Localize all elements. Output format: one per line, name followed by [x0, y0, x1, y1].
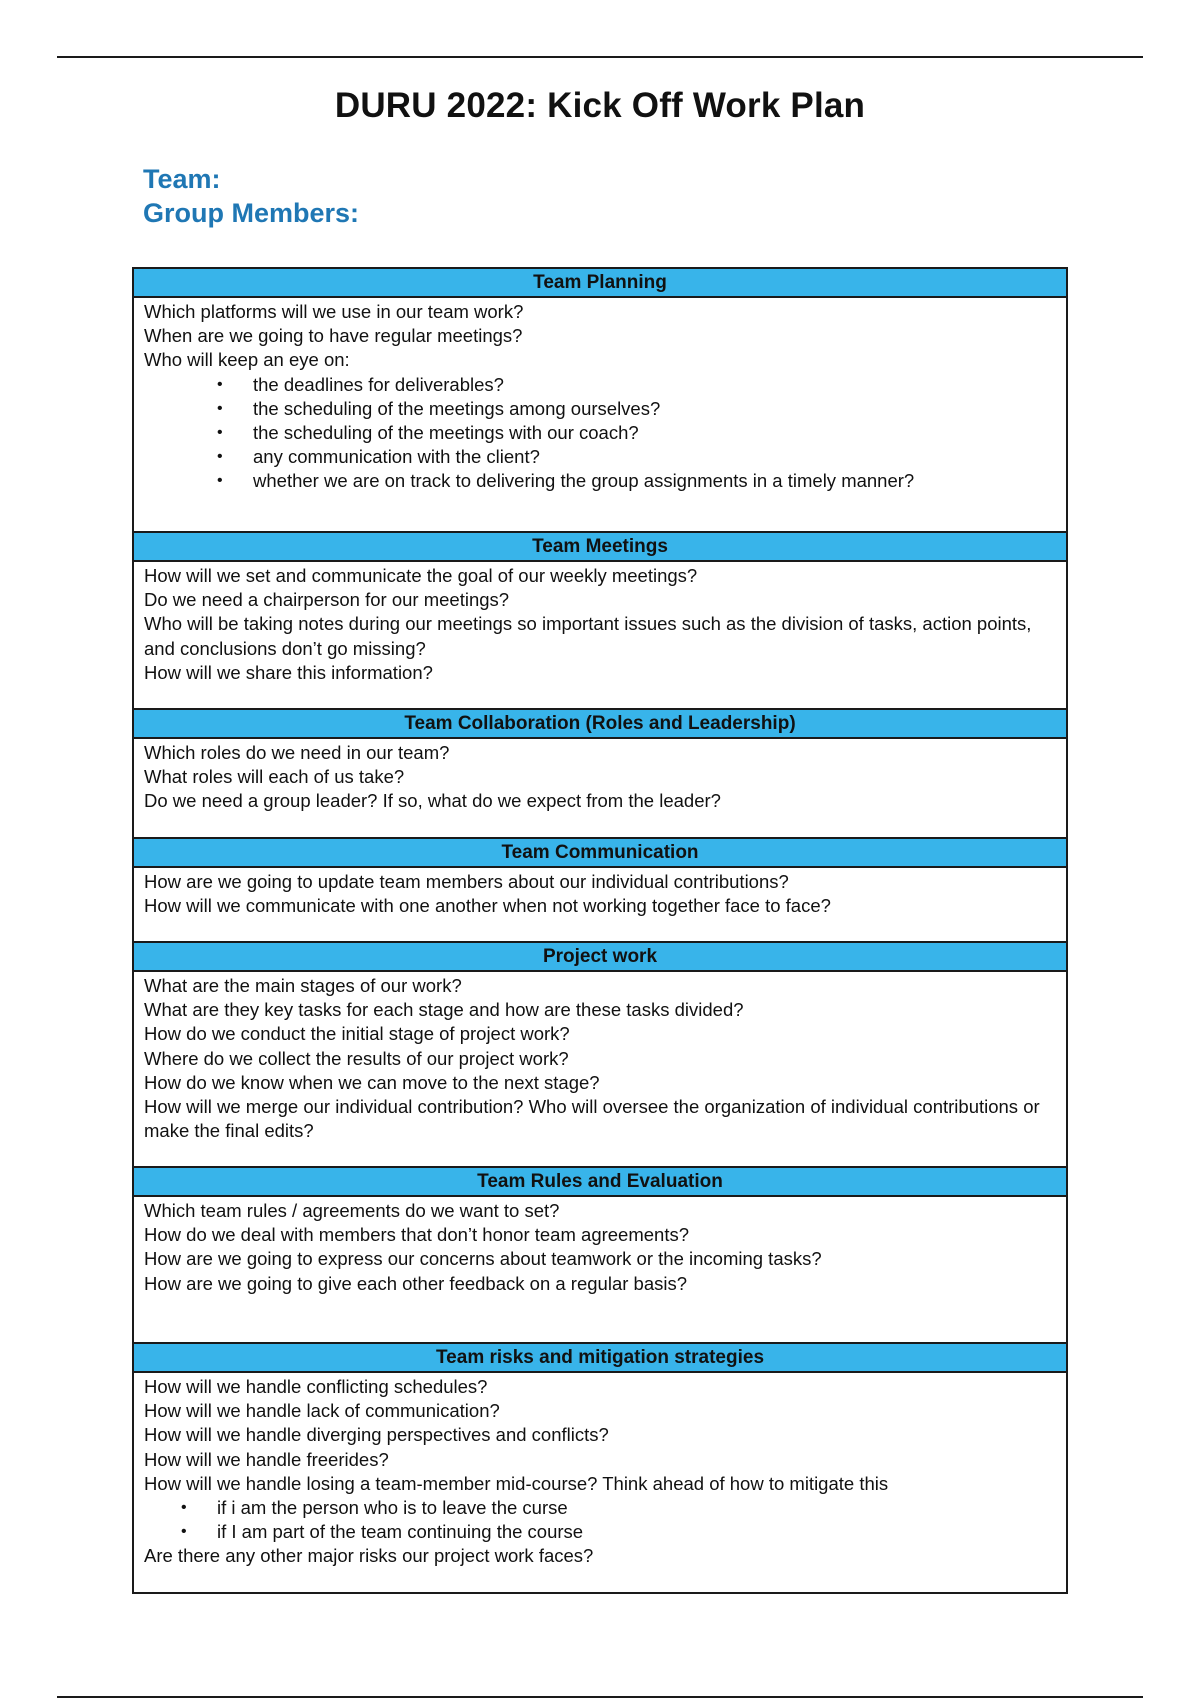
- question: How will we handle lack of communication?: [144, 1400, 500, 1422]
- section-header: Team Planning: [134, 269, 1066, 298]
- question: How do we know when we can move to the next stage?: [144, 1071, 600, 1093]
- section-header: Team Collaboration (Roles and Leadership): [134, 708, 1066, 739]
- team-info: [143, 162, 359, 230]
- section-header: Project work: [134, 941, 1066, 972]
- section-team-rules: [134, 1166, 1066, 1342]
- section-team-planning: [134, 269, 1066, 531]
- section-body: [134, 1373, 1066, 1592]
- section-project-work: [134, 941, 1066, 1166]
- bottom-rule: [57, 1696, 1143, 1698]
- question: When are we going to have regular meetings?: [144, 325, 523, 347]
- bullet-item: • any communication with the client?: [144, 445, 1056, 469]
- question: How are we going to give each other feedback on a regular basis?: [144, 1272, 688, 1294]
- page-title: DURU 2022: Kick Off Work Plan: [334, 86, 866, 125]
- question: Do we need a group leader? If so, what do we expect from the leader?: [144, 790, 721, 812]
- bullet-list: [144, 1496, 1056, 1544]
- question: Which platforms will we use in our team work?: [144, 301, 524, 322]
- bullet-item: • if I am part of the team continuing the course: [144, 1520, 1056, 1544]
- section-team-communication: [134, 837, 1066, 941]
- question: Do we need a chairperson for our meetings?: [144, 589, 510, 611]
- question: What roles will each of us take?: [144, 766, 405, 788]
- section-body: [134, 972, 1066, 1166]
- bullet-list: [144, 373, 1056, 494]
- question: Where do we collect the results of our project work?: [144, 1047, 569, 1069]
- section-header: Team Rules and Evaluation: [134, 1166, 1066, 1197]
- bullet-item: • if i am the person who is to leave the curse: [144, 1496, 1056, 1520]
- group-members-label: Group Members:: [143, 198, 360, 228]
- section-body: [134, 868, 1066, 941]
- bullet-item: • the deadlines for deliverables?: [144, 373, 1056, 397]
- question: How will we handle diverging perspectives and conflicts?: [144, 1424, 609, 1446]
- section-body: [134, 298, 1066, 531]
- question: Are there any other major risks our project work faces?: [144, 1545, 594, 1567]
- question: Who will be taking notes during our meetings so important issues such as the division of tasks, action points, and conclusions don’t go missing?: [144, 613, 1032, 659]
- section-team-meetings: [134, 531, 1066, 708]
- question: What are they key tasks for each stage and how are these tasks divided?: [144, 999, 744, 1021]
- section-header: Team Communication: [134, 837, 1066, 868]
- question: How will we handle losing a team-member mid-course? Think ahead of how to mitigate this: [144, 1472, 889, 1494]
- question: How will we merge our individual contribution? Who will oversee the organization of individual contributions or make the final edits?: [144, 1096, 1040, 1142]
- bullet-item: • the scheduling of the meetings among ourselves?: [144, 397, 1056, 421]
- section-body: [134, 1197, 1066, 1342]
- question: How will we handle freerides?: [144, 1448, 389, 1470]
- question: What are the main stages of our work?: [144, 975, 462, 996]
- question: How will we handle conflicting schedules?: [144, 1376, 488, 1397]
- work-plan-table: [132, 267, 1068, 1594]
- top-rule: [57, 56, 1143, 58]
- question: Who will keep an eye on:: [144, 349, 350, 371]
- section-header: Team risks and mitigation strategies: [134, 1342, 1066, 1373]
- question: How are we going to update team members about our individual contributions?: [144, 871, 789, 892]
- section-body: [134, 562, 1066, 708]
- question: How do we conduct the initial stage of project work?: [144, 1023, 570, 1045]
- question: How will we communicate with one another when not working together face to face?: [144, 895, 831, 917]
- team-label: Team:: [143, 164, 221, 194]
- bullet-item: • the scheduling of the meetings with our coach?: [144, 421, 1056, 445]
- section-body: [134, 739, 1066, 837]
- section-team-risks: [134, 1342, 1066, 1592]
- question: How will we share this information?: [144, 661, 433, 683]
- question: Which roles do we need in our team?: [144, 742, 450, 763]
- question: How are we going to express our concerns about teamwork or the incoming tasks?: [144, 1248, 822, 1270]
- question: How will we set and communicate the goal of our weekly meetings?: [144, 565, 698, 586]
- bullet-item: • whether we are on track to delivering the group assignments in a timely manner?: [144, 469, 1056, 493]
- section-team-collaboration: [134, 708, 1066, 837]
- section-header: Team Meetings: [134, 531, 1066, 562]
- question: How do we deal with members that don’t honor team agreements?: [144, 1224, 690, 1246]
- question: Which team rules / agreements do we want to set?: [144, 1200, 560, 1221]
